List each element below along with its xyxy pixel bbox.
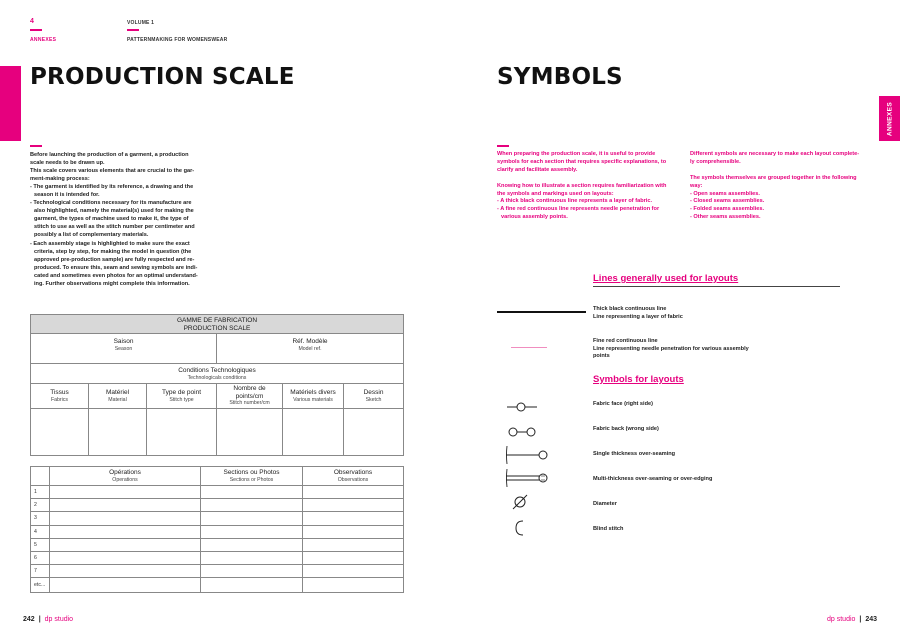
tech-empty-row: [31, 409, 403, 455]
season-label-fr: Saison: [113, 338, 134, 345]
table-row: [31, 552, 403, 565]
col-label-en: Sections or Photos: [229, 476, 274, 483]
table-row: [31, 512, 403, 525]
intro-line: Different symbols are necessary to make each layout complete-: [690, 151, 860, 157]
intro-line: garment, the types of machine used to make it, the type of: [34, 216, 189, 223]
empty-cell[interactable]: [147, 409, 217, 455]
table-cell[interactable]: [50, 552, 201, 564]
form-header: [31, 315, 403, 334]
intro-line: approved pre-production sample) are fully respected and re-: [34, 256, 195, 263]
intro-line: scale needs to be drawn up.: [30, 160, 105, 167]
col-stitch-type: [147, 384, 217, 408]
table-cell[interactable]: [50, 526, 201, 538]
col-label-en: Material: [108, 396, 127, 403]
row-number: 4: [31, 526, 50, 538]
page-title-production-scale: PRODUCTION SCALE: [30, 64, 295, 90]
col-label-en: Stitch type: [169, 396, 194, 403]
title-accent-bar: [30, 145, 42, 147]
col-operations: [50, 467, 201, 485]
col-label-fr: Matériels divers: [290, 389, 336, 396]
conditions-row: [31, 364, 403, 384]
intro-line: The symbols themselves are grouped together in the following: [690, 174, 857, 181]
single-overseam-label: Single thickness over-seaming: [593, 451, 676, 457]
form-title: GAMME DE FABRICATION: [176, 317, 258, 324]
season-row: [31, 334, 403, 364]
blind-stitch-icon: [512, 518, 528, 538]
table-row: [31, 565, 403, 578]
intro-line: ment-making process:: [30, 176, 90, 183]
legend-line: Thick black continuous line: [593, 306, 667, 312]
conditions-cell: [31, 364, 403, 383]
magenta-edge-block: [0, 66, 21, 141]
table-cell[interactable]: [50, 539, 201, 551]
table-cell[interactable]: [201, 486, 303, 498]
intro-line: clarify and facilitate assembly.: [497, 166, 578, 173]
table-row: [31, 526, 403, 539]
table-cell[interactable]: [303, 552, 403, 564]
intro-line: - Closed seams assemblies.: [690, 198, 765, 205]
row-number: etc...: [31, 578, 50, 591]
publisher-name: dp studio: [827, 616, 856, 623]
col-fabrics: [31, 384, 89, 408]
row-number: 2: [31, 499, 50, 511]
col-material: [89, 384, 147, 408]
col-label-en: Various materials: [293, 396, 333, 403]
intro-line: - Open seams assemblies.: [690, 190, 760, 197]
col-label-fr: Opérations: [109, 469, 141, 476]
model-ref-cell: [217, 334, 403, 363]
legend-line: Line representing needle penetration for various assembly: [593, 345, 749, 352]
table-cell[interactable]: [303, 499, 403, 511]
production-scale-intro: [30, 151, 215, 288]
col-label-fr: Type de point: [161, 389, 202, 396]
col-label-en: Stitch number/cm: [229, 400, 270, 406]
intro-line: symbols for each section that requires specific explanations, to: [497, 158, 667, 165]
footer-left: [23, 616, 73, 623]
diameter-icon: [510, 492, 530, 512]
single-overseam-icon: [503, 444, 551, 466]
volume-label: VOLUME 1: [127, 20, 155, 26]
footer-separator: |: [859, 616, 862, 623]
intro-line: - The garment is identified by its reference, a drawing and the: [30, 184, 194, 191]
table-cell[interactable]: [50, 499, 201, 511]
intro-line: also highlighted, namely the material(s) used for making the: [34, 208, 194, 215]
table-cell[interactable]: [201, 565, 303, 577]
table-row: [31, 539, 403, 552]
intro-line: criteria, step by step, for making the model in question (the: [34, 248, 192, 255]
page-section-number: 4: [30, 18, 34, 25]
row-number: 1: [31, 486, 50, 498]
intro-line: way:: [690, 182, 703, 189]
col-stitch-number: [217, 384, 283, 408]
page-number: 243: [865, 616, 878, 623]
intro-line: Knowing how to illustrate a section requires familiarization with: [497, 182, 667, 189]
table-row: [31, 499, 403, 512]
col-label-fr: Matériel: [105, 389, 130, 396]
lines-section-title: Lines generally used for layouts: [593, 273, 739, 284]
intro-line: Before launching the production of a garment, a production: [30, 152, 189, 158]
col-label-fr: Sections ou Photos: [223, 469, 280, 476]
blind-stitch-label: Blind stitch: [593, 526, 624, 532]
empty-cell[interactable]: [31, 409, 89, 455]
multi-overseam-label: Multi-thickness over-seaming or over-edging: [593, 476, 713, 482]
table-cell[interactable]: [201, 552, 303, 564]
title-accent-bar: [497, 145, 509, 147]
fabric-back-icon: [505, 424, 539, 440]
row-number: 3: [31, 512, 50, 524]
intro-line: [497, 175, 682, 183]
book-title: PATTERNMAKING FOR WOMENSWEAR: [127, 37, 228, 43]
intro-line: cated and sometimes even photos for an optimal understand-: [34, 272, 198, 279]
table-cell[interactable]: [303, 578, 403, 591]
intro-line: ly comprehensible.: [690, 158, 741, 165]
diameter-label: Diameter: [593, 501, 617, 507]
intro-line: - A thick black continuous line represents a layer of fabric.: [497, 198, 653, 205]
section-divider: [593, 286, 840, 287]
col-various-materials: [283, 384, 344, 408]
col-sections-photos: [201, 467, 303, 485]
table-cell[interactable]: [50, 486, 201, 498]
conditions-label-en: Technologicals conditions: [187, 374, 247, 381]
thick-black-line-sample: [497, 311, 586, 313]
empty-cell[interactable]: [89, 409, 147, 455]
row-number-header: [31, 467, 50, 485]
season-label-en: Season: [114, 345, 133, 352]
table-cell[interactable]: [50, 512, 201, 524]
col-label-en: Observations: [337, 476, 369, 483]
symbols-intro-col1: [497, 151, 682, 222]
page-number: 242: [23, 616, 35, 623]
production-scale-form: [30, 314, 404, 456]
col-label-fr: Observations: [333, 469, 373, 476]
tech-columns-row: [31, 384, 403, 409]
symbols-section-title: Symbols for layouts: [593, 374, 684, 385]
empty-cell[interactable]: [344, 409, 403, 455]
fine-line-legend: [593, 338, 783, 361]
page-title-symbols: SYMBOLS: [497, 64, 623, 90]
empty-cell[interactable]: [283, 409, 344, 455]
footer-right: [827, 616, 877, 623]
col-observations: [303, 467, 403, 485]
intro-line: stitch to use as well as the stitch number per centimeter and: [34, 224, 195, 231]
table-cell[interactable]: [303, 565, 403, 577]
table-row: [31, 578, 403, 591]
model-ref-label-fr: Réf. Modèle: [292, 338, 328, 345]
intro-line: produced. To ensure this, seam and sewing symbols are indi-: [34, 264, 198, 271]
operations-table: [30, 466, 404, 593]
table-cell[interactable]: [50, 578, 201, 591]
intro-line: - Each assembly stage is highlighted to make sure the exact: [30, 240, 190, 247]
symbols-intro-col2: [690, 151, 875, 222]
fine-red-line-sample: [511, 347, 547, 348]
intro-line: season it is intended for.: [34, 192, 100, 199]
intro-line: [690, 167, 875, 175]
empty-cell[interactable]: [217, 409, 283, 455]
intro-line: - Other seams assemblies.: [690, 214, 761, 221]
fabric-face-label: Fabric face (right side): [593, 401, 653, 407]
annexes-side-tab[interactable]: [879, 96, 900, 141]
table-cell[interactable]: [303, 486, 403, 498]
legend-line: Fine red continuous line: [593, 338, 658, 344]
intro-line: - Technological conditions necessary for its manufacture are: [30, 200, 192, 207]
col-label-en: Sketch: [365, 396, 382, 403]
operations-header-row: [31, 467, 403, 486]
form-subtitle: PRODUCTION SCALE: [183, 325, 251, 332]
fabric-face-icon: [505, 399, 539, 415]
intro-line: - A fine red continuous line represents needle penetration for: [497, 206, 660, 213]
section-label: ANNEXES: [30, 37, 57, 43]
row-number: 5: [31, 539, 50, 551]
table-cell[interactable]: [201, 526, 303, 538]
thick-line-legend: [593, 306, 683, 321]
legend-line: points: [593, 353, 610, 360]
intro-line: This scale covers various elements that are crucial to the gar-: [30, 168, 195, 175]
intro-line: When preparing the production scale, it is useful to provide: [497, 151, 656, 157]
table-cell[interactable]: [201, 578, 303, 591]
col-label-en: Fabrics: [50, 396, 68, 403]
intro-line: possibly a list of complementary materials.: [34, 232, 149, 239]
table-cell[interactable]: [201, 512, 303, 524]
col-sketch: [344, 384, 403, 408]
intro-line: various assembly points.: [501, 214, 568, 221]
intro-line: - Folded seams assemblies.: [690, 206, 764, 213]
side-tab-label: ANNEXES: [886, 101, 893, 136]
multi-overseam-icon: [503, 467, 551, 489]
table-row: [31, 486, 403, 499]
table-cell[interactable]: [50, 565, 201, 577]
row-number: 7: [31, 565, 50, 577]
row-number: 6: [31, 552, 50, 564]
footer-separator: |: [38, 616, 41, 623]
col-label-en: Operations: [112, 476, 138, 483]
season-cell: [31, 334, 217, 363]
table-cell[interactable]: [303, 539, 403, 551]
intro-line: the symbols and markings used on layouts:: [497, 190, 614, 197]
fabric-back-label: Fabric back (wrong side): [593, 426, 659, 432]
header-accent-bar: [127, 29, 139, 31]
header-accent-bar: [30, 29, 42, 31]
model-ref-label-en: Model ref.: [298, 345, 322, 352]
table-cell[interactable]: [303, 526, 403, 538]
col-label-fr: Nombre de points/cm: [233, 385, 266, 400]
intro-line: ing. Further observations might complete this information.: [34, 280, 190, 287]
col-label-fr: Dessin: [363, 389, 384, 396]
table-cell[interactable]: [201, 539, 303, 551]
legend-line: Line representing a layer of fabric: [593, 313, 683, 320]
table-cell[interactable]: [303, 512, 403, 524]
conditions-label-fr: Conditions Technologiques: [178, 367, 256, 374]
table-cell[interactable]: [201, 499, 303, 511]
col-label-fr: Tissus: [50, 389, 69, 396]
publisher-name: dp studio: [44, 616, 74, 623]
